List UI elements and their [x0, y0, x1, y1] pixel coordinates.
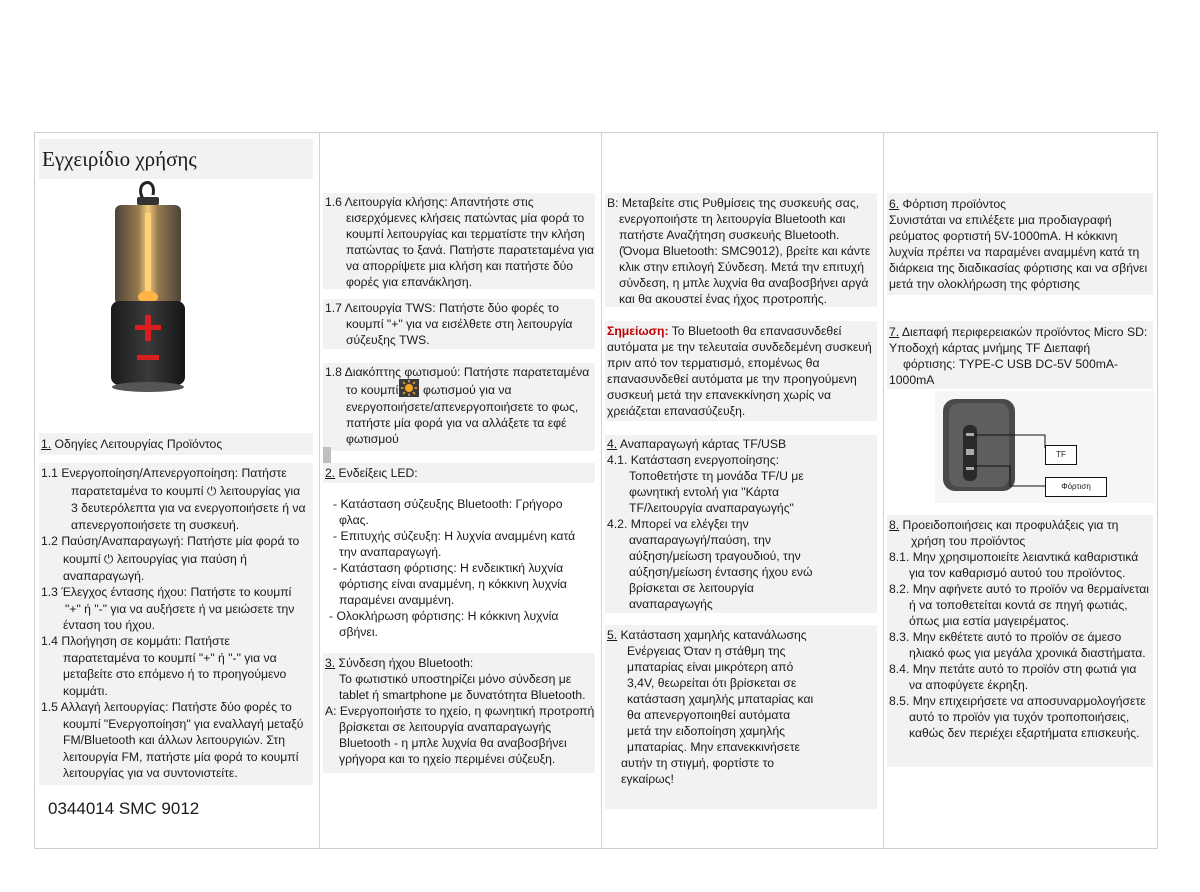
text-line: 1.1 Ενεργοποίηση/Απενεργοποίηση: Πατήστε	[41, 466, 287, 480]
text-line: ενεργοποιήσετε/απενεργοποιήσετε το φως,	[346, 400, 579, 414]
text-line: κουμπί "+" για να εισέλθετε στη λειτουργία	[346, 317, 573, 331]
text-line: 1.4 Πλοήγηση σε κομμάτι: Πατήστε	[41, 634, 230, 648]
text-line: - Κατάσταση φόρτισης: Η ενδεικτική λυχνία	[333, 561, 564, 575]
text-line: κουμπί λειτουργίας και τερματίστε την κλήση	[346, 227, 585, 241]
section-7-heading	[889, 324, 1147, 341]
text-line: 8.1. Μην χρησιμοποιείτε λειαντικά καθαριστικά	[889, 550, 1139, 564]
text-line: παρατεταμένα το κουμπί ⏻ λειτουργίας για	[71, 484, 301, 498]
text-line: κατάσταση χαμηλής μπαταρίας και	[627, 692, 814, 706]
text-line: 3 δευτερόλεπτα για να ενεργοποιήσετε ή να	[71, 501, 306, 515]
text-line: εγκαίρως!	[621, 772, 674, 786]
text-line: να αποφύγετε έκρηξη.	[909, 678, 1029, 692]
text-line: γρήγορα και το ηχείο περιμένει σύζευξη.	[339, 752, 556, 766]
text-line: Υποδοχή κάρτας μνήμης TF Διεπαφή	[889, 341, 1091, 355]
speaker-product-image	[95, 177, 205, 401]
text-line: σύνδεση, η μπλε λυχνία θα αναβοσβήνει αργά	[619, 276, 869, 290]
section-number: 2.	[325, 466, 336, 480]
text-line: κουμπί "Ενεργοποίηση" για εναλλαγή μεταξύ	[63, 717, 304, 731]
text-line: φωνητική εντολή για "Κάρτα	[629, 485, 780, 499]
note-label: Σημείωση:	[607, 324, 669, 338]
text-line: επανασυνδεθεί αυτόματα με την προηγούμενη	[607, 372, 857, 386]
text-line: φορές για επανάκληση.	[346, 275, 473, 289]
text-line: 8.2. Μην αφήνετε αυτό το προϊόν να θερμαίνεται	[889, 582, 1149, 596]
text-line: παρατεταμένα το κουμπί "+" ή "-" για να	[63, 651, 277, 665]
section-title: Διεπαφή περιφερειακών προϊόντος Micro SD:	[899, 325, 1148, 339]
section-8-heading	[889, 517, 1118, 534]
text-line: FM/Bluetooth και άλλων λειτουργιών. Στη	[63, 733, 285, 747]
text-line: 8.5. Μην επιχειρήσετε να αποσυναρμολογήσετε	[889, 694, 1146, 708]
text-line: λειτουργία FM, πατήστε μία φορά το κουμπί	[63, 750, 299, 764]
text-line: πατώντας το ξανά. Πατήστε παρατεταμένα για	[346, 243, 594, 257]
text-line: B: Μεταβείτε στις Ρυθμίσεις της συσκευής σας,	[607, 196, 860, 210]
text-line: κλικ στην επιλογή Σύνδεση. Μετά την επιτυχή	[619, 260, 864, 274]
section-2-heading	[325, 465, 418, 482]
text-line: και θα ακουστεί ένας ήχος προτροπής.	[619, 292, 828, 306]
text-line: ρεύματος φορτιστή 5V-1000mA. Η κόκκινη	[889, 229, 1118, 243]
text-line: Τοποθετήστε τη μονάδα TF/U με	[629, 469, 804, 483]
section-title: Φόρτιση προϊόντος	[899, 197, 1007, 211]
text-line: φωτισμού για να	[423, 383, 512, 397]
text-line: - Κατάσταση σύζευξης Bluetooth: Γρήγορο	[333, 497, 563, 511]
text-line: ηλιακό φως για μεγάλα χρονικά διαστήματα.	[909, 646, 1146, 660]
section-6-heading	[889, 196, 1006, 213]
text-line: - Ολοκλήρωση φόρτισης: Η κόκκινη λυχνία	[329, 609, 559, 623]
text-line: Ενέργειας Όταν η στάθμη της	[627, 644, 786, 658]
note-text: Το Bluetooth θα επανασυνδεθεί	[668, 324, 842, 338]
text-line: κουμπί ⏻ λειτουργίας για παύση ή	[63, 552, 247, 566]
text-line: πατήστε Αναζήτηση συσκευής Bluetooth.	[619, 228, 840, 242]
text-line: χρήση του προϊόντος	[911, 534, 1026, 548]
text-line: 1.2 Παύση/Αναπαραγωγή: Πατήστε μία φορά το	[41, 534, 300, 548]
section-number: 4.	[607, 437, 618, 451]
text-line: αναπαραγωγή.	[63, 569, 145, 583]
text-line: απενεργοποιήσετε τη συσκευή.	[71, 518, 240, 532]
section-number: 3.	[325, 656, 336, 670]
text-line: βρίσκεται σε λειτουργία	[629, 581, 754, 595]
section-number: 6.	[889, 197, 900, 211]
text-line: αύξηση/μείωση έντασης ήχου ενώ	[629, 565, 813, 579]
text-line: εισερχόμενες κλήσεις πατώντας μία φορά το	[346, 211, 585, 225]
column-2	[319, 133, 601, 848]
text-line: όπως μια εστία μαγειρέματος.	[909, 614, 1070, 628]
text-line: 8.3. Μην εκθέτετε αυτό το προϊόν σε άμεσο	[889, 630, 1122, 644]
column-4	[883, 133, 1159, 848]
text-line: μεταβείτε στο επόμενο ή το προηγούμενο	[63, 667, 287, 681]
text-line: το κουμπί	[346, 383, 399, 397]
text-line: σύζευξης TWS.	[346, 333, 430, 347]
text-line: αύξηση/μείωση τραγουδιού, την	[629, 549, 801, 563]
light-icon	[399, 379, 419, 397]
section-title: Προειδοποιήσεις και προφυλάξεις για τη	[899, 518, 1119, 532]
text-line: πατήστε μία φορά για να αλλάξετε τα εφέ	[346, 416, 567, 430]
section-number: 7.	[889, 325, 900, 339]
text-line: αυτό το προϊόν για τυχόν τροποποιήσεις,	[909, 710, 1130, 724]
manual-title: Εγχειρίδιο χρήσης	[39, 139, 313, 179]
section-number: 1.	[41, 437, 52, 451]
text-line: Συνιστάται να επιλέξετε μια προδιαγραφή	[889, 213, 1112, 227]
text-line: βρίσκεται σε λειτουργία αναπαραγωγής	[339, 720, 552, 734]
text-line: 1.3 Έλεγχος έντασης ήχου: Πατήστε το κουμπί	[41, 585, 292, 599]
text-line: διάρκεια της διαδικασίας φόρτισης και να σβήνει	[889, 261, 1148, 275]
text-line: φλας.	[339, 513, 369, 527]
text-line: αυτήν τη στιγμή, φορτίστε το	[621, 756, 775, 770]
text-line: παραμένει αναμμένη.	[339, 593, 455, 607]
text-line: φόρτισης: TYPE-C USB DC-5V 500mA-	[903, 357, 1119, 371]
text-line: φωτισμού	[346, 432, 399, 446]
text-line: 1000mA	[889, 373, 935, 387]
section-number: 8.	[889, 518, 900, 532]
text-line: την αναπαραγωγή.	[339, 545, 442, 559]
text-line: 1.5 Αλλαγή λειτουργίας: Πατήστε δύο φορές το	[41, 700, 292, 714]
column-1	[35, 133, 319, 848]
section-title: Ενδείξεις LED:	[335, 466, 418, 480]
text-line: πριν από τον τερματισμό, επομένως θα	[607, 356, 820, 370]
section-title: Οδηγίες Λειτουργίας Προϊόντος	[51, 437, 223, 451]
section-4-heading	[607, 436, 786, 453]
text-line: θα απενεργοποιηθεί αυτόματα	[627, 708, 791, 722]
text-line: μπαταρίας. Μην επανεκκινήσετε	[627, 740, 800, 754]
text-line: σβήνει.	[339, 625, 378, 639]
text-line: αναπαραγωγή/παύση, την	[629, 533, 772, 547]
text-line: - Επιτυχής σύζευξη: Η λυχνία αναμμένη κατά	[333, 529, 576, 543]
text-line: αυτόματα με την τελευταία συνδεδεμένη συσκευή	[607, 340, 872, 354]
text-line: Bluetooth - η μπλε λυχνία θα αναβοσβήνει	[339, 736, 567, 750]
section-title: Αναπαραγωγή κάρτας TF/USB	[617, 437, 787, 451]
section-1-heading	[41, 436, 222, 453]
note-line	[607, 323, 841, 340]
text-line: 1.7 Λειτουργία TWS: Πατήστε δύο φορές το	[325, 301, 559, 315]
text-line: ή να τοποθετείται κοντά σε πηγή φωτιάς,	[909, 598, 1128, 612]
text-line: "+" ή "-" για να αυξήσετε ή να μειώσετε την	[65, 602, 295, 616]
callout-charging: Φόρτιση	[1045, 477, 1107, 497]
text-line: 8.4. Μην πετάτε αυτό το προϊόν στη φωτιά για	[889, 662, 1137, 676]
text-line: ενεργοποιήστε τη λειτουργία Bluetooth και	[619, 212, 846, 226]
text-line: καθώς δεν περιέχει εξαρτήματα επισκευής.	[909, 726, 1140, 740]
text-line: TF/λειτουργία αναπαραγωγής"	[629, 501, 794, 515]
text-line: ένταση του ήχου.	[63, 618, 156, 632]
text-line: 4.2. Μπορεί να ελέγξει την	[607, 517, 749, 531]
text-line: φόρτισης είναι αναμμένη, η κόκκινη λυχνία	[339, 577, 567, 591]
text-line: 1.6 Λειτουργία κλήσης: Απαντήστε στις	[325, 195, 534, 209]
gray-marker	[323, 447, 331, 463]
column-3	[601, 133, 883, 848]
callout-tf: TF	[1045, 445, 1077, 465]
text-line: 1.8 Διακόπτης φωτισμού: Πατήστε παρατεταμένα	[325, 365, 590, 379]
text-line: αναπαραγωγής	[629, 597, 713, 611]
text-line: Το φωτιστικό υποστηρίζει μόνο σύνδεση με	[339, 672, 572, 686]
manual-sheet	[34, 132, 1158, 849]
section-title: Κατάσταση χαμηλής κατανάλωσης	[617, 628, 807, 642]
text-line: (Όνομα Bluetooth: SMC9012), βρείτε και κάντε	[619, 244, 871, 258]
text-line: λυχνία πρέπει να παραμένει αναμμένη κατά τη	[889, 245, 1140, 259]
text-line: για τον καθαρισμό αυτού του προϊόντος.	[909, 566, 1126, 580]
text-line: κομμάτι.	[63, 684, 108, 698]
text-line: A: Ενεργοποιήστε το ηχείο, η φωνητική προτροπή	[325, 704, 595, 718]
text-line: να απορρίψετε μια κλήση και πατήστε δύο	[346, 259, 574, 273]
model-number: 0344014 SMC 9012	[48, 799, 200, 818]
text-line: μετά την ειδοποίηση χαμηλής	[627, 724, 785, 738]
text-line: 3,4V, θεωρείται ότι βρίσκεται σε	[627, 676, 797, 690]
text-line: λειτουργίας για να συντονιστείτε.	[63, 766, 238, 780]
section-5-heading	[607, 627, 807, 644]
text-line: συσκευή μετά την επανεκκίνηση χωρίς να	[607, 388, 831, 402]
text-line: μπαταρίας είναι μικρότερη από	[627, 660, 794, 674]
text-line: μετά την ολοκλήρωση της φόρτισης	[889, 277, 1080, 291]
section-number: 5.	[607, 628, 618, 642]
text-line: 4.1. Κατάσταση ενεργοποίησης:	[607, 453, 779, 467]
section-3-heading	[325, 655, 473, 672]
text-line: tablet ή smartphone με δυνατότητα Bluetooth.	[339, 688, 586, 702]
text-line: χρειάζεται επανασύζευξη.	[607, 404, 746, 418]
section-title: Σύνδεση ήχου Bluetooth:	[335, 656, 474, 670]
